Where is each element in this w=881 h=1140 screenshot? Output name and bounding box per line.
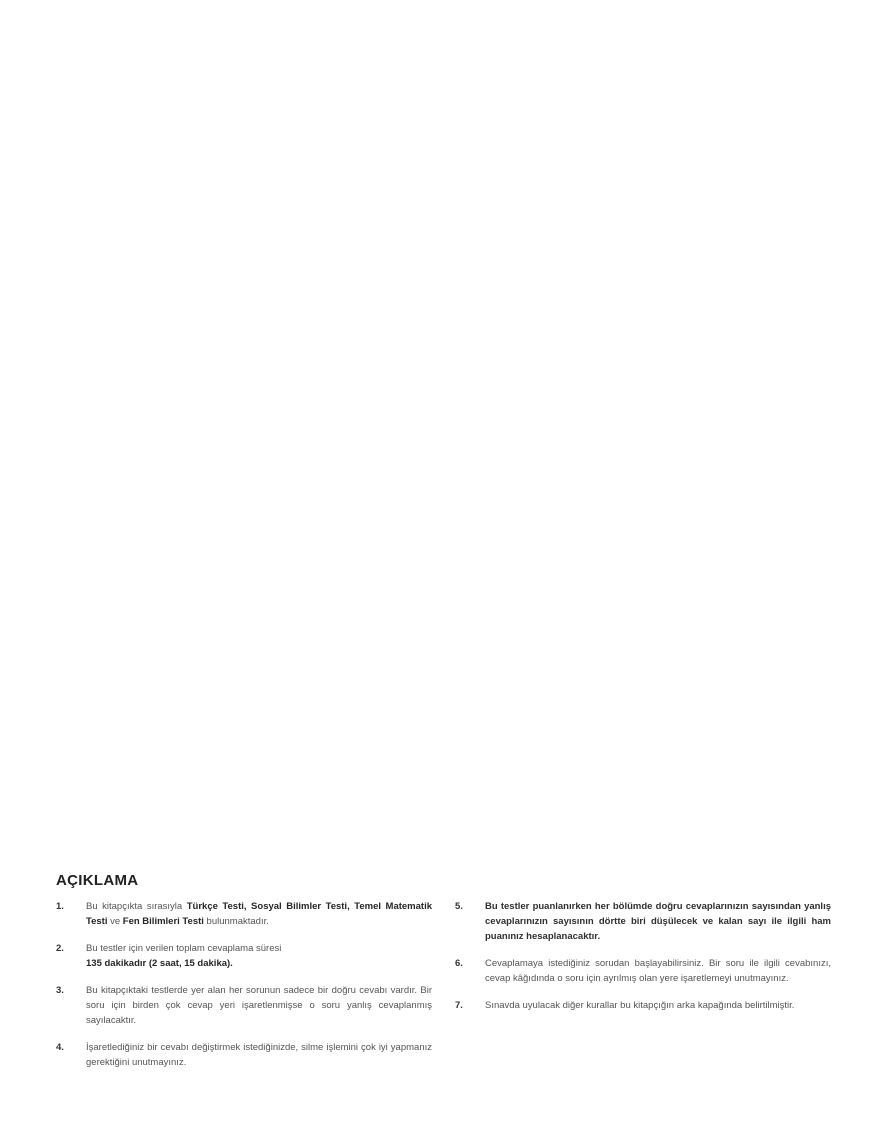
instruction-item-3 — [56, 983, 432, 1028]
item-text: Sınavda uyulacak diğer kurallar bu kitapçığın arka kapağında belirtilmiştir. — [485, 1000, 795, 1011]
instructions-section — [56, 872, 831, 1082]
item-text: Bu kitapçıkta sırasıyla Türkçe Testi, Sosyal Bilimler Testi, Temel Matematik Testi ve Fen Bilimleri Testi bulunmaktadır. — [86, 901, 432, 927]
item-number: 2. — [56, 943, 64, 954]
item-text: Bu testler için verilen toplam cevaplama süresi 135 dakikadır (2 saat, 15 dakika). — [86, 943, 282, 969]
item-number: 6. — [455, 958, 463, 969]
left-column — [56, 899, 432, 1082]
item-text: Bu testler puanlanırken her bölümde doğru cevaplarınızın sayısından yanlış cevaplarınızın sayısının dörtte biri düşülecek ve kalan sayı ile ilgili ham puanınız hesaplanacaktır. — [485, 901, 831, 942]
item-number: 3. — [56, 985, 64, 996]
instruction-item-5 — [455, 899, 831, 944]
item-number: 5. — [455, 901, 463, 912]
item-text: İşaretlediğiniz bir cevabı değiştirmek istediğinizde, silme işlemini çok iyi yapmanız gerektiğini unutmayınız. — [86, 1042, 432, 1068]
instruction-item-1 — [56, 899, 432, 929]
instruction-item-2 — [56, 941, 432, 971]
instructions-columns — [56, 899, 831, 1082]
section-heading: AÇIKLAMA — [56, 872, 139, 889]
instruction-item-4 — [56, 1040, 432, 1070]
item-text: Cevaplamaya istediğiniz sorudan başlayabilirsiniz. Bir soru ile ilgili cevabınızı, cevap kâğıdında o soru için ayrılmış olan yere işaretlemeyi unutmayınız. — [485, 958, 831, 984]
item-text: Bu kitapçıktaki testlerde yer alan her sorunun sadece bir doğru cevabı vardır. Bir soru için birden çok cevap yeri işaretlenmişse o soru yanlış cevaplanmış sayılacaktır. — [86, 985, 432, 1026]
item-number: 4. — [56, 1042, 64, 1053]
instruction-item-6 — [455, 956, 831, 986]
instruction-item-7 — [455, 998, 831, 1013]
item-number: 1. — [56, 901, 64, 912]
right-column — [455, 899, 831, 1082]
item-number: 7. — [455, 1000, 463, 1011]
